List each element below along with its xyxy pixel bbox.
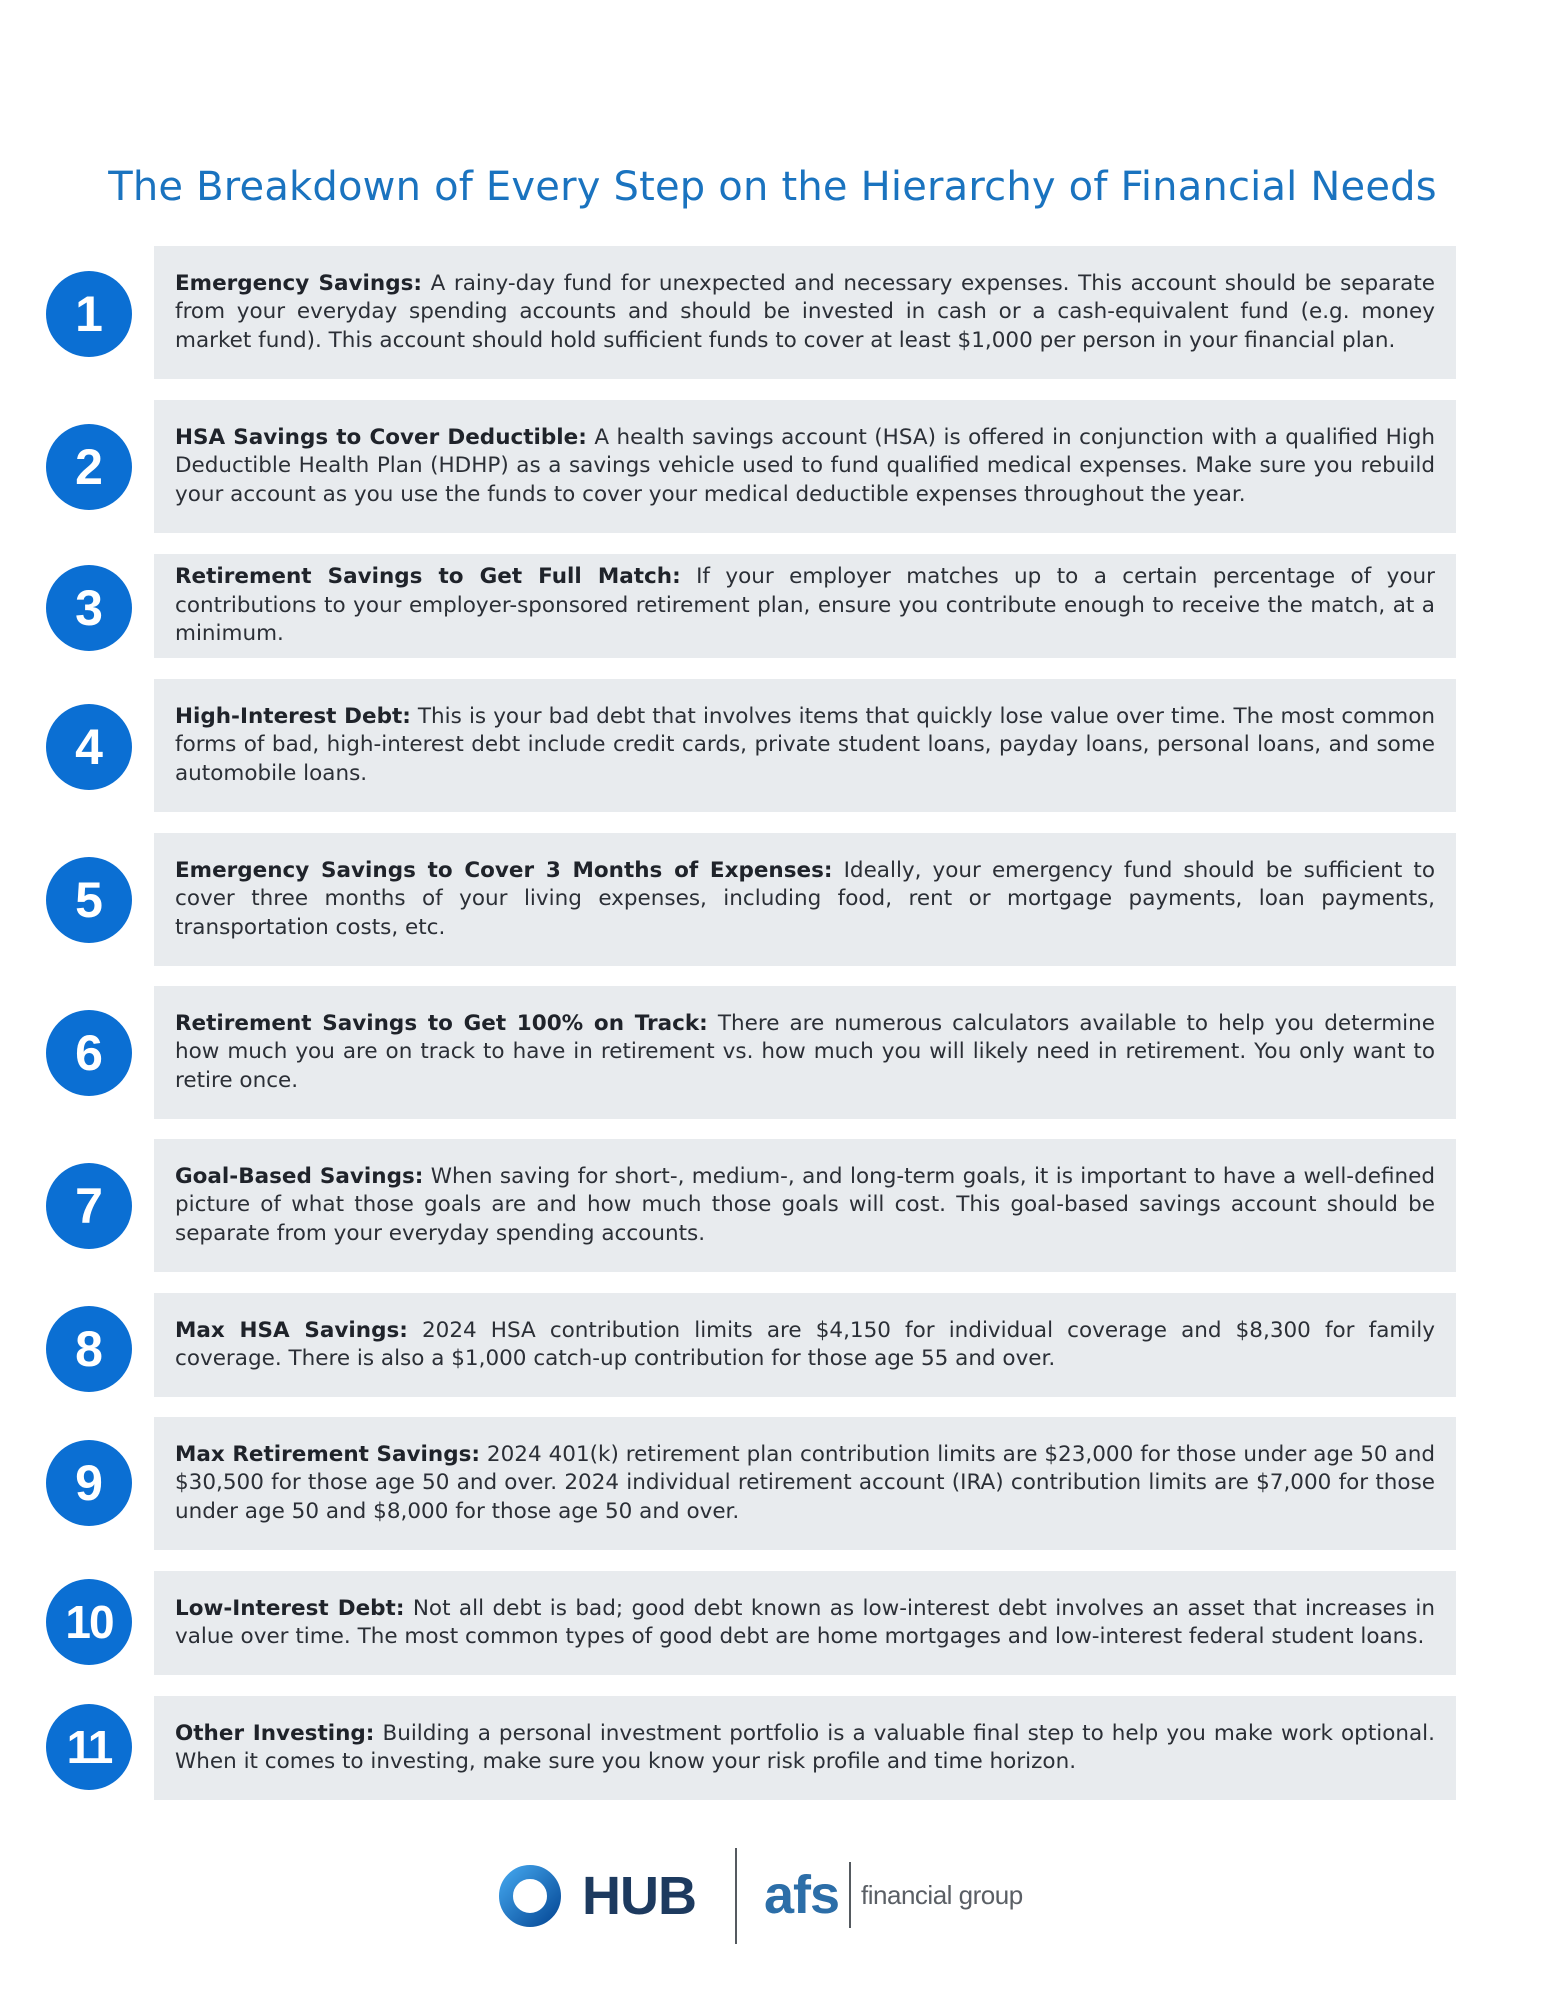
step-number-badge: 10 — [46, 1579, 132, 1665]
step-title: Max HSA Savings: — [175, 1317, 408, 1343]
page-title: The Breakdown of Every Step on the Hierarchy of Financial Needs — [108, 164, 1437, 210]
hub-logo-text: HUB — [582, 1866, 696, 1926]
step-description — [175, 270, 1435, 356]
step-number-badge: 1 — [46, 271, 132, 357]
step-description — [175, 703, 1435, 789]
step-description — [175, 1163, 1435, 1249]
step-description — [175, 563, 1435, 649]
step-body: Ideally, your emergency fund should be sufficient to cover three months of your living expenses, including food, rent or mortgage payments, loan payments, transportation costs, etc. — [175, 857, 1436, 940]
step-number-badge: 11 — [46, 1704, 132, 1790]
logo-divider — [735, 1848, 737, 1944]
step-box — [154, 1293, 1456, 1397]
step-title: Low-Interest Debt: — [175, 1595, 405, 1621]
step-body: This is your bad debt that involves items that quickly lose value over time. The most common forms of bad, high-interest debt include credit cards, private student loans, payday loans, personal loans, and some automobile loans. — [175, 703, 1435, 786]
step-number-badge: 5 — [46, 857, 132, 943]
step-number-badge: 6 — [46, 1010, 132, 1096]
step-description — [175, 1595, 1435, 1652]
step-description — [175, 1317, 1435, 1374]
step-number-badge: 9 — [46, 1440, 132, 1526]
step-description — [175, 424, 1435, 510]
step-box — [154, 400, 1456, 533]
step-body: There are numerous calculators available to help you determine how much you are on track to have in retirement vs. how much you will likely need in retirement. You only want to retire once. — [175, 1010, 1435, 1093]
hub-ring-icon — [498, 1864, 562, 1928]
step-number-badge: 2 — [46, 424, 132, 510]
afs-logo — [764, 1860, 1023, 1930]
step-box — [154, 679, 1456, 812]
step-body: 2024 401(k) retirement plan contribution limits are $23,000 for those under age 50 and $30,500 for those age 50 and over. 2024 individual retirement account (IRA) contribution limits are $7,000 for those under age 50 and $8,000 for those age 50 and over. — [175, 1441, 1435, 1524]
step-body: When saving for short-, medium-, and long-term goals, it is important to have a well-defined picture of what those goals are and how much those goals will cost. This goal-based savings account should be separate from your everyday spending accounts. — [175, 1163, 1435, 1246]
step-description — [175, 1720, 1435, 1777]
step-body: A rainy-day fund for unexpected and necessary expenses. This account should be separate from your everyday spending accounts and should be invested in cash or a cash-equivalent fund (e.g. money market fund). This account should hold sufficient funds to cover at least $1,000 per person in your financial plan. — [175, 270, 1435, 353]
step-title: Goal-Based Savings: — [175, 1163, 424, 1189]
step-box — [154, 986, 1456, 1119]
step-title: Emergency Savings: — [175, 270, 423, 296]
step-box — [154, 1139, 1456, 1272]
hub-logo — [498, 1864, 696, 1928]
step-number-badge: 3 — [46, 565, 132, 651]
step-title: High-Interest Debt: — [175, 703, 411, 729]
footer-logos — [0, 1848, 1545, 1948]
step-title: Other Investing: — [175, 1720, 375, 1746]
step-number-badge: 4 — [46, 704, 132, 790]
step-title: Max Retirement Savings: — [175, 1441, 480, 1467]
step-body: Not all debt is bad; good debt known as low-interest debt involves an asset that increases in value over time. The most common types of good debt are home mortgages and low-interest federal student loans. — [175, 1595, 1435, 1649]
step-body: A health savings account (HSA) is offered in conjunction with a qualified High Deductible Health Plan (HDHP) as a savings vehicle used to fund qualified medical expenses. Make sure you rebuild your account as you use the funds to cover your medical deductible expenses throughout the year. — [175, 424, 1435, 507]
step-description — [175, 1010, 1435, 1096]
step-number-badge: 8 — [46, 1306, 132, 1392]
step-title: Retirement Savings to Get Full Match: — [175, 564, 681, 590]
step-description — [175, 1441, 1435, 1527]
step-title: Retirement Savings to Get 100% on Track: — [175, 1010, 708, 1036]
step-body: Building a personal investment portfolio is a valuable final step to help you make work optional. When it comes to investing, make sure you know your risk profile and time horizon. — [175, 1720, 1435, 1774]
afs-logo-text: afs — [764, 1865, 840, 1925]
financial-group-text: financial group — [861, 1879, 1023, 1910]
step-title: Emergency Savings to Cover 3 Months of Expenses: — [175, 857, 833, 883]
step-box — [154, 1571, 1456, 1675]
step-box — [154, 246, 1456, 379]
step-body: 2024 HSA contribution limits are $4,150 for individual coverage and $8,300 for family coverage. There is also a $1,000 catch-up contribution for those age 55 and over. — [175, 1317, 1435, 1371]
step-box — [154, 1417, 1456, 1550]
step-description — [175, 857, 1435, 943]
step-number-badge: 7 — [46, 1163, 132, 1249]
step-box — [154, 1696, 1456, 1800]
afs-logo-divider — [849, 1862, 851, 1928]
step-body: If your employer matches up to a certain percentage of your contributions to your employer-sponsored retirement plan, ensure you contribute enough to receive the match, at a minimum. — [175, 564, 1435, 647]
step-title: HSA Savings to Cover Deductible: — [175, 424, 587, 450]
step-box — [154, 833, 1456, 966]
step-box — [154, 554, 1456, 658]
